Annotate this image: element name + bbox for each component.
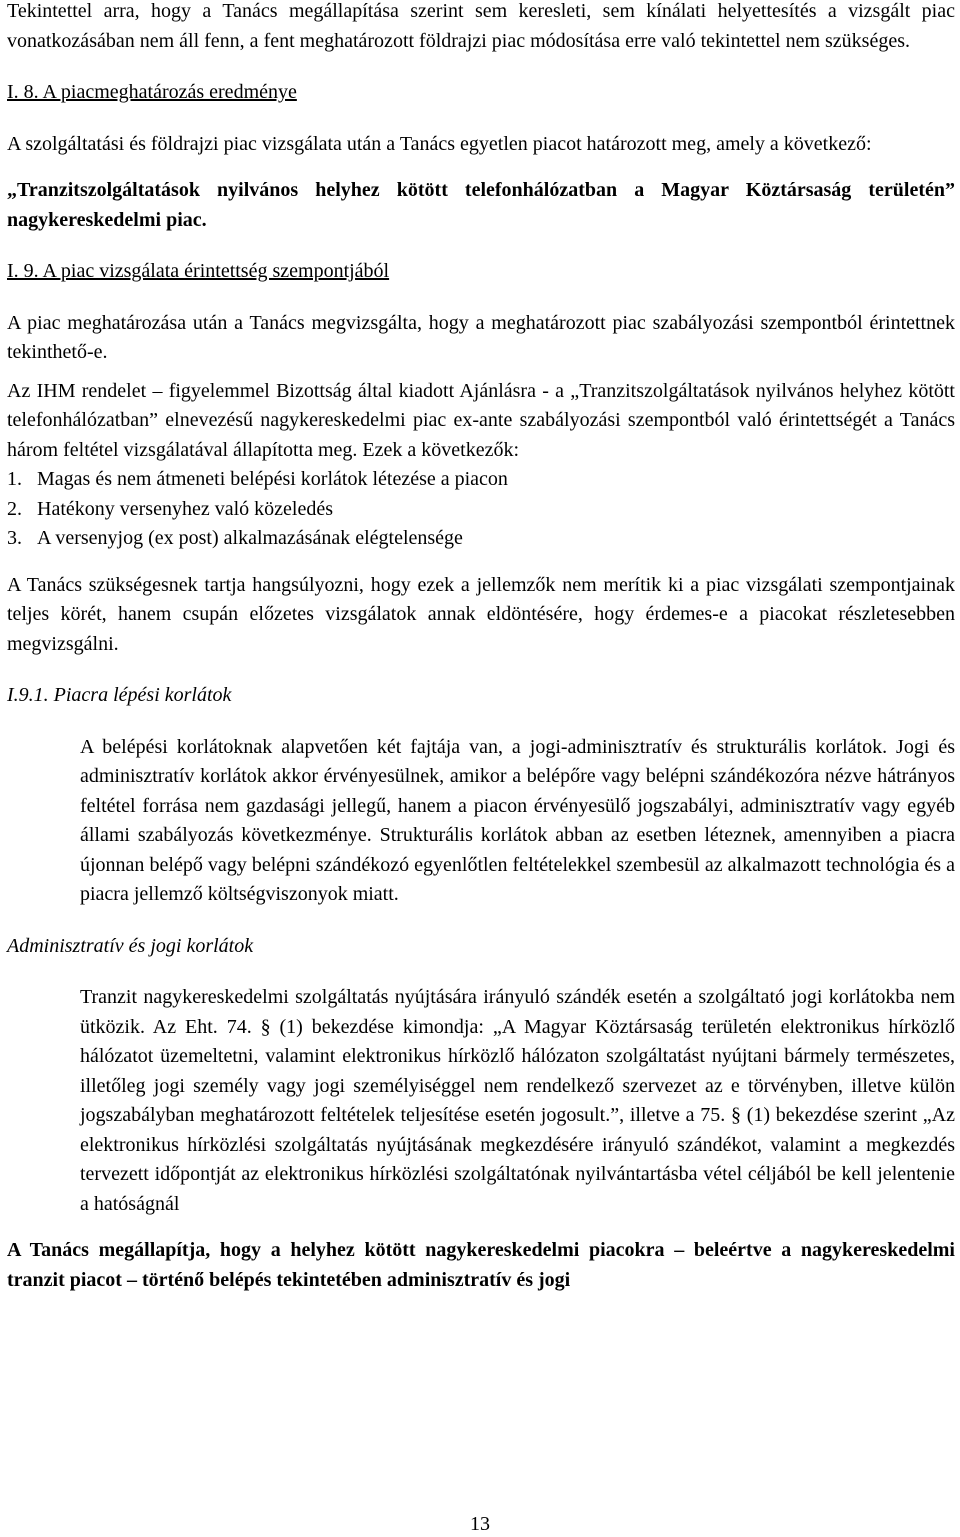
paragraph-council-note: A Tanács szükségesnek tartja hangsúlyozni, hogy ezek a jellemzők nem merítik ki a piac vizsgálati szempontjainak teljes körét, hanem csupán előzetes vizsgálatok annak eldöntésére, hogy érdemes-e a piacokat részletesebben megvizsgálni. bbox=[7, 573, 955, 655]
paragraph-ihm-decree: Az IHM rendelet – figyelemmel Bizottság által kiadott Ajánlásra - a „Tranzitszolgáltatások nyilvános helyhez kötött telefonhálózatban” elnevezésű nagykereskedelmi piac ex-ante szabályozási szempontból való érintettségét a Tanács három feltétel vizsgálatával állapította meg. Ezek a következők: bbox=[7, 379, 955, 461]
section-heading-i9: I. 9. A piac vizsgálata érintettség szempontjából bbox=[7, 260, 390, 282]
list-text: Magas és nem átmeneti belépési korlátok létezése a piacon bbox=[37, 468, 508, 490]
list-item bbox=[7, 524, 955, 554]
criteria-list bbox=[7, 465, 955, 554]
paragraph-market-definition: „Tranzitszolgáltatások nyilvános helyhez kötött telefonhálózatban a Magyar Köztársaság területén” nagykereskedelmi piac. bbox=[7, 179, 955, 231]
list-text: Hatékony versenyhez való közeledés bbox=[37, 497, 333, 520]
paragraph-entry-barriers: A belépési korlátoknak alapvetően két fajtája van, a jogi-adminisztratív és strukturális korlátok. Jogi és adminisztratív korlátok akkor érvényesülnek, amikor a belépőre vagy belépni szándékozóra nézve hátrányos feltétel forrása nem gazdasági jellegű, hanem a piacon érvényesülő jogszabályi, adminisztratív vagy egyéb állami szabályozás következménye. Strukturális korlátok abban az esetben léteznek, amennyiben a piacra újonnan belépő vagy belépni szándékozó egyenlőtlen feltételekkel szembesül az alkalmazott technológia és a piacra jellemző költségviszonyok miatt. bbox=[80, 735, 955, 905]
paragraph-market-examination: A piac meghatározása után a Tanács megvizsgálta, hogy a meghatározott piac szabályozási szempontból érintettnek tekinthető-e. bbox=[7, 311, 955, 363]
section-heading-i91: I.9.1. Piacra lépési korlátok bbox=[7, 684, 232, 706]
list-number: 1. bbox=[7, 468, 22, 490]
page-number: 13 bbox=[470, 1513, 490, 1535]
list-item bbox=[7, 495, 955, 525]
section-heading-i8: I. 8. A piacmeghatározás eredménye bbox=[7, 81, 297, 103]
list-text: A versenyjog (ex post) alkalmazásának elégtelensége bbox=[37, 527, 463, 549]
list-number: 3. bbox=[7, 527, 22, 549]
list-item bbox=[7, 465, 955, 495]
paragraph-council-finding: A Tanács megállapítja, hogy a helyhez kötött nagykereskedelmi piacokra – beleértve a nagykereskedelmi tranzit piacot – történő belépés tekintetében adminisztratív és jogi bbox=[7, 1239, 955, 1291]
paragraph-intro: Tekintettel arra, hogy a Tanács megállapítása szerint sem keresleti, sem kínálati helyettesítés a vizsgált piac vonatkozásában nem áll fenn, a fent meghatározott földrajzi piac módosítása erre való tekintettel nem szükséges. bbox=[7, 0, 955, 52]
paragraph-market-result: A szolgáltatási és földrajzi piac vizsgálata után a Tanács egyetlen piacot határozott meg, amely a következő: bbox=[7, 132, 872, 155]
document-page bbox=[7, 0, 955, 1295]
list-number: 2. bbox=[7, 497, 22, 520]
section-heading-admin-legal: Adminisztratív és jogi korlátok bbox=[7, 934, 254, 957]
paragraph-transit-legal: Tranzit nagykereskedelmi szolgáltatás nyújtására irányuló szándék esetén a szolgáltató jogi korlátokba nem ütközik. Az Eht. 74. § (1) bekezdése kimondja: „A Magyar Köztársaság területén elektronikus hírközlő hálózatot üzemeltetni, valamint elektronikus hírközlő hálózaton szolgáltatást nyújtani bármely természetes, illetőleg jogi személy vagy jogi személyiséggel nem rendelkező szervezet az e törvényben, illetve külön jogszabályban meghatározott feltételek teljesítése esetén jogosult.”, illetve a 75. § (1) bekezdése szerint „Az elektronikus hírközlési szolgáltatás nyújtásának megkezdésére irányuló szándékot, valamint a megkezdés tervezett időpontját az elektronikus hírközlési szolgáltatónak nyilvántartásba vétel céljából be kell jelentenie a hatóságnál bbox=[80, 986, 955, 1215]
